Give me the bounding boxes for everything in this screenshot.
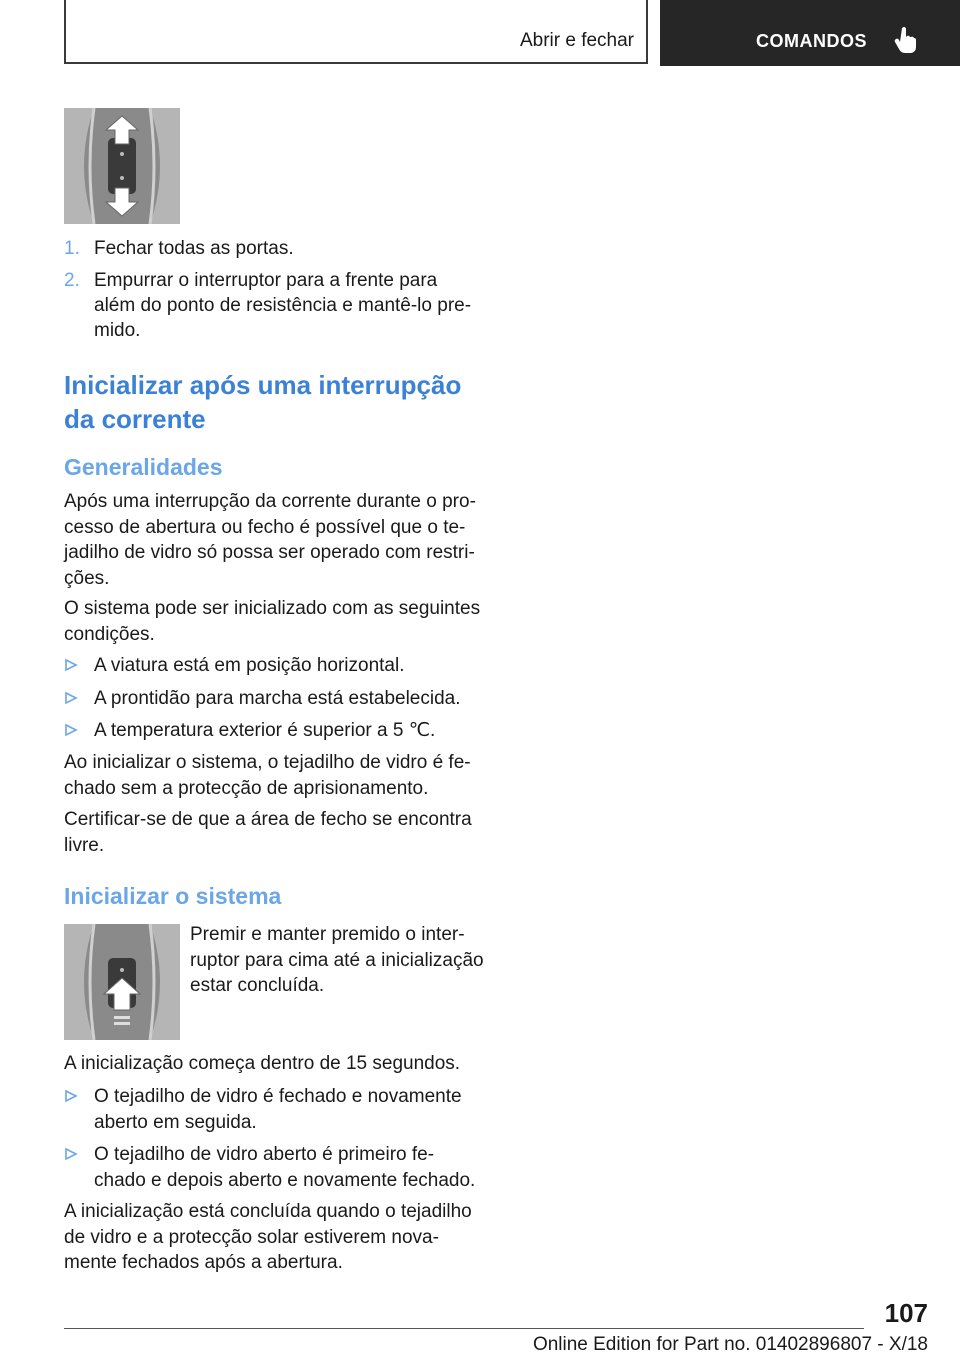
paragraph: A inicialização começa dentro de 15 segundos. [64,1053,461,1074]
subsection-heading-general: Generalidades [64,454,223,480]
condition-text: A prontidão para marcha está estabelecida. [94,688,461,709]
step-item [64,236,482,261]
condition-text: A temperatura exterior é superior a 5 ℃. [94,720,436,741]
condition-text: A viatura está em posição horizontal. [94,655,405,676]
edition-note: Online Edition for Part no. 01402896807 - X/18 [532,1334,928,1355]
header-section-box [64,0,648,64]
step-number: 1. [64,238,80,259]
switch-up-down-image [64,108,180,224]
paragraph: Certificar-se de que a área de fecho se encontra livre. [64,809,472,856]
paragraph: Ao inicializar o sistema, o tejadilho de vidro é fe-chado sem a protecção de aprisionamento. [64,752,471,799]
paragraph: O sistema pode ser inicializado com as seguintes condições. [64,598,481,645]
paragraph: Após uma interrupção da corrente durante o pro-cesso de abertura ou fecho é possível que o te-jadilho de vidro só possa ser operado com restri-ções. [64,491,476,589]
subsection-heading-init: Inicializar o sistema [64,883,282,909]
step-text: Fechar todas as portas. [94,238,294,259]
hand-pointer-icon [894,26,918,54]
switch-up-image [64,924,180,1040]
footer-divider [64,1328,864,1329]
triangle-bullet-icon [64,691,78,705]
step-item [64,268,482,348]
result-item [64,1084,482,1136]
page-number: 107 [884,1298,928,1328]
header-chapter-title: COMANDOS [756,31,867,51]
paragraph: A inicialização está concluída quando o tejadilho de vidro e a protecção solar estiverem nova-mente fechados após a abertura. [64,1201,472,1273]
triangle-bullet-icon [64,658,78,672]
init-instruction: Premir e manter premido o inter-ruptor para cima até a inicialização estar concluída. [190,924,484,996]
section-title: Inicializar após uma interrupção da corrente [64,370,462,434]
triangle-bullet-icon [64,723,78,737]
step-number: 2. [64,270,80,291]
result-item [64,1142,482,1194]
header-chapter-box [660,0,960,66]
step-text: Empurrar o interruptor para a frente para além do ponto de resistência e mantê-lo pre-mido. [94,270,472,341]
header-section-title: Abrir e fechar [519,30,634,51]
triangle-bullet-icon [64,1089,78,1103]
triangle-bullet-icon [64,1147,78,1161]
result-text: O tejadilho de vidro é fechado e novamente aberto em seguida. [94,1086,462,1133]
result-text: O tejadilho de vidro aberto é primeiro fe-chado e depois aberto e novamente fechado. [94,1144,476,1191]
